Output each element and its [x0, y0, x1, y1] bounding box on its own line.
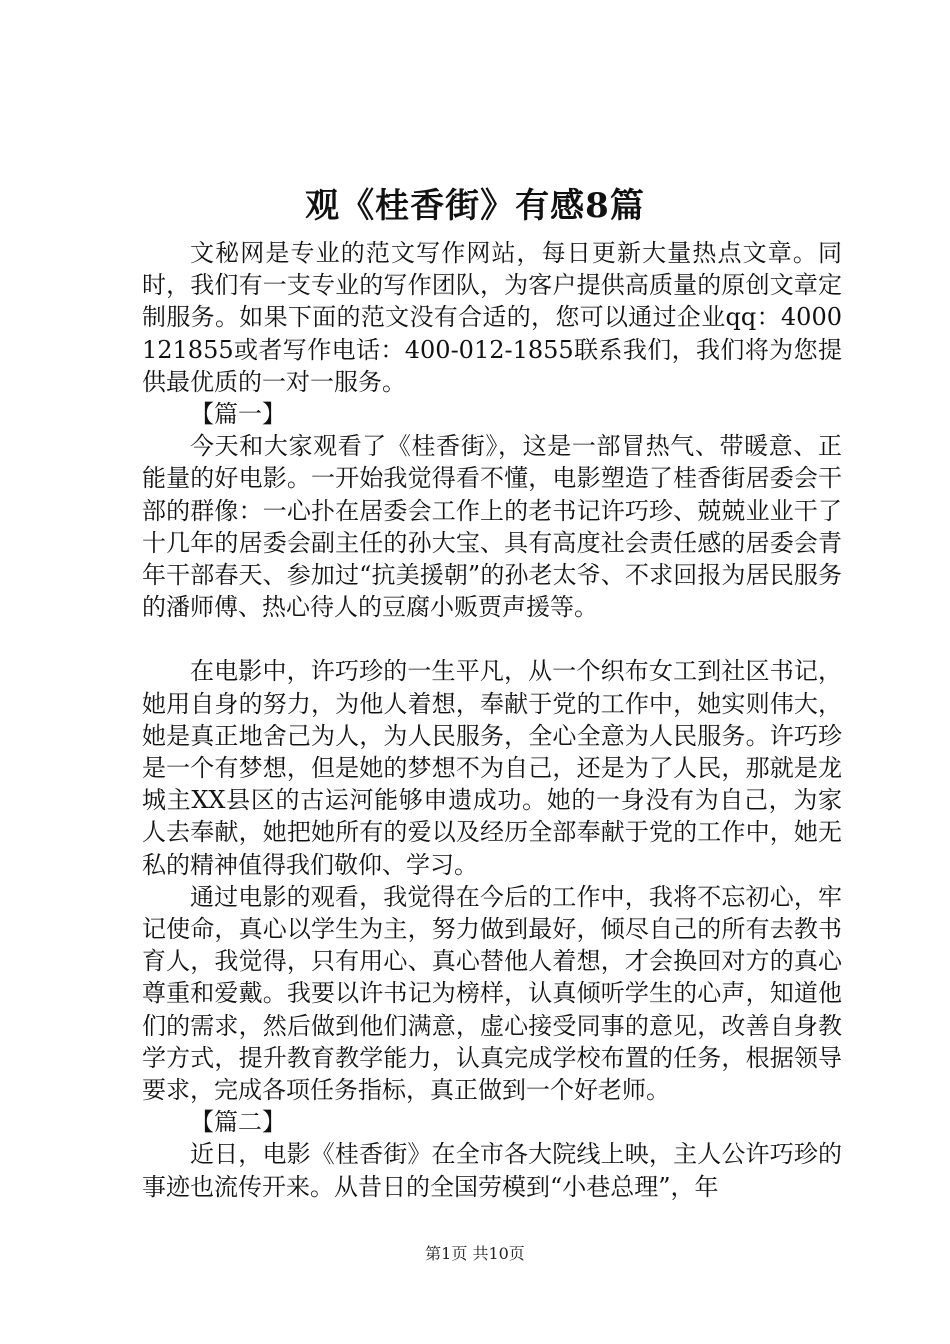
section2-paragraph-1: 近日，电影《桂香街》在全市各大院线上映，主人公许巧珍的事迹也流传开来。从昔日的全国劳模到“小巷总理”，年 [142, 1140, 842, 1201]
section1-paragraph-1: 今天和大家观看了《桂香街》，这是一部冒热气、带暖意、正能量的好电影。一开始我觉得看不懂，电影塑造了桂香街居委会干部的群像：一心扑在居委会工作上的老书记许巧珍、兢兢业业干了十几年的居委会副主任的孙大宝、具有高度社会责任感的居委会青年干部春天、参加过“抗美援朝”的孙老太爷、不求回报为居民服务的潘师傅、热心待人的豆腐小贩贾声援等。 [142, 432, 842, 622]
section1-paragraph-3: 通过电影的观看，我觉得在今后的工作中，我将不忘初心，牢记使命，真心以学生为主，努力做到最好，倾尽自己的所有去教书育人，我觉得，只有用心、真心替他人着想，才会换回对方的真心尊重和爱戴。我要以许书记为榜样，认真倾听学生的心声，知道他们的需求，然后做到他们满意，虚心接受同事的意见，改善自身教学方式，提升教育教学能力，认真完成学校布置的任务，根据领导要求，完成各项任务指标，真正做到一个好老师。 [142, 882, 842, 1105]
page-footer: 第1页 共10页 [425, 1244, 525, 1263]
section1-paragraph-2: 在电影中，许巧珍的一生平凡，从一个织布女工到社区书记，她用自身的努力，为他人着想，奉献于党的工作中，她实则伟大，她是真正地舍己为人，为人民服务，全心全意为人民服务。许巧珍是一个有梦想，但是她的梦想不为自己，还是为了人民，那就是龙城主XX县区的古运河能够申遗成功。她的一身没有为自己，为家人去奉献，她把她所有的爱以及经历全部奉献于党的工作中，她无私的精神值得我们敬仰、学习。 [142, 657, 842, 879]
paragraph-gap [142, 623, 842, 655]
document-title: 观《桂香街》有感8篇 [305, 186, 645, 226]
section-heading-1: 【篇一】 [190, 400, 286, 429]
document-body [142, 237, 842, 1203]
section-heading-2: 【篇二】 [190, 1108, 286, 1137]
intro-paragraph: 文秘网是专业的范文写作网站，每日更新大量热点文章。同时，我们有一支专业的写作团队，为客户提供高质量的原创文章定制服务。如果下面的范文没有合适的，您可以通过企业qq：4000121855或者写作电话：400-012-1855联系我们，我们将为您提供最优质的一对一服务。 [142, 239, 842, 396]
